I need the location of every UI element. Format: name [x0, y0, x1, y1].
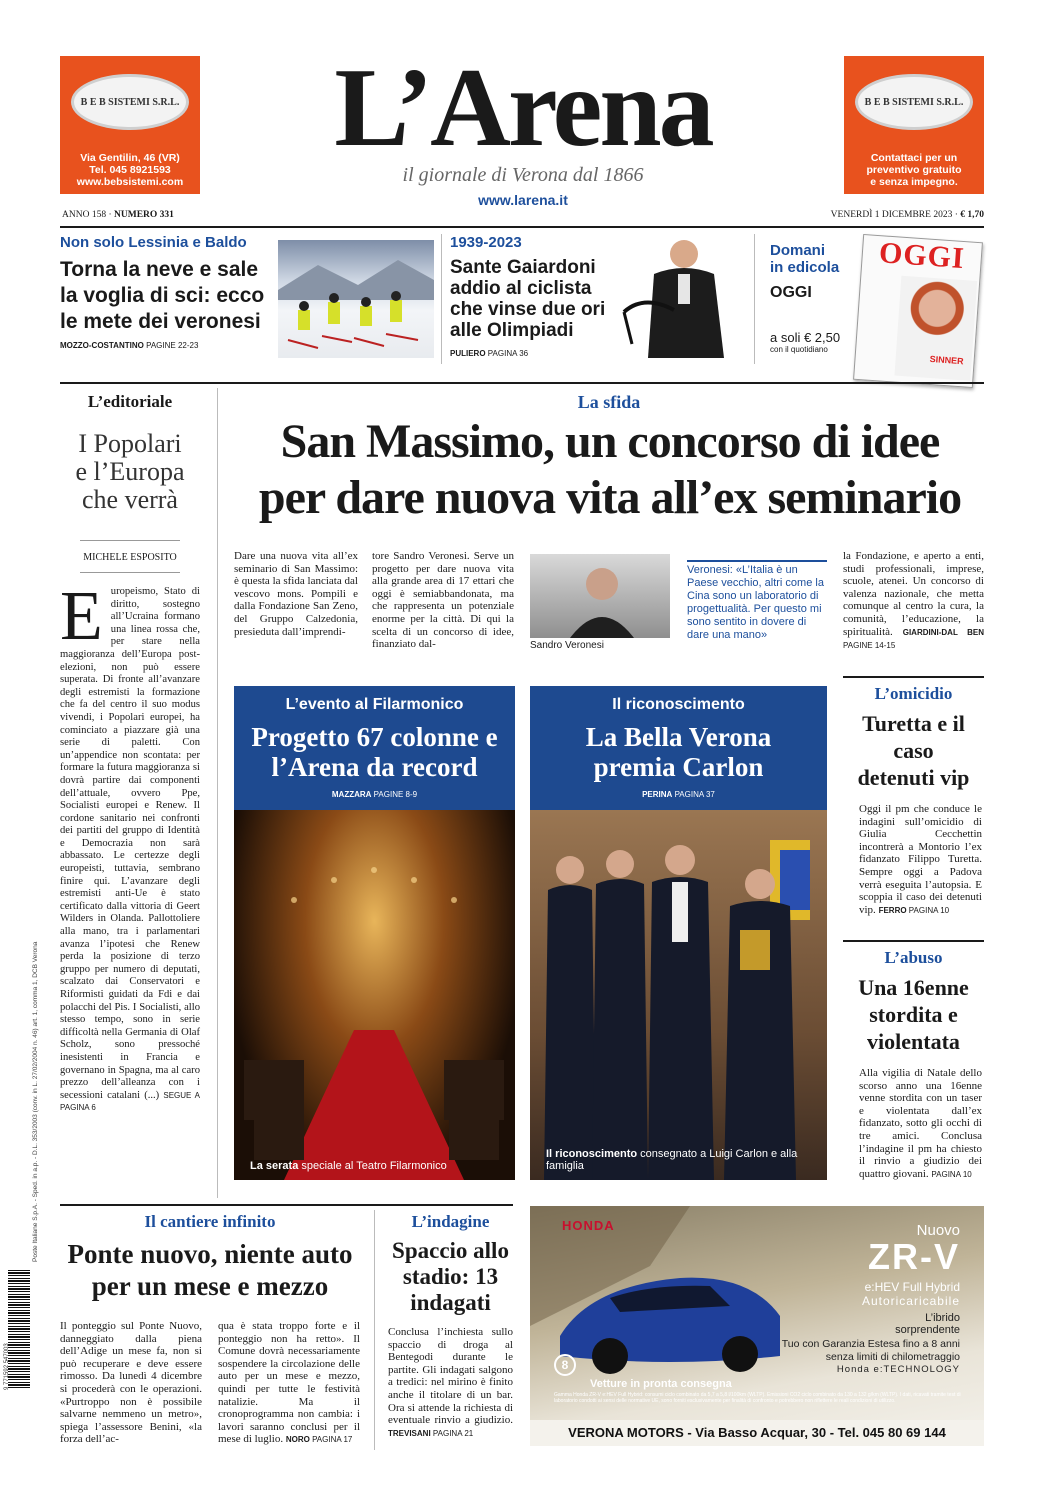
side-author: FERRO [878, 905, 907, 915]
top-story-author: MOZZO-COSTANTINO [60, 341, 144, 350]
ad-bebsistemi-right[interactable] [844, 56, 984, 194]
lead-headline[interactable] [230, 414, 990, 526]
side-ref: PAGINA 10 [931, 1169, 972, 1179]
editorial-ref: SEGUE A PAGINA 6 [60, 1090, 200, 1113]
side-body [843, 803, 984, 917]
ad-right-line1: Contattaci per un [870, 152, 958, 164]
editorial-author: MICHELE ESPOSITO [83, 552, 177, 563]
postal-info: Poste Italiane S.p.A. - Sped. in a.p. - D.L. 353/2003 (conv. in L. 27/02/2004 n. 46) art. 1, comma 1, DCB Verona [32, 941, 39, 1262]
lead-author: GIARDINI-DAL BEN [902, 627, 984, 637]
promo-oggi[interactable] [770, 242, 866, 362]
story-body [388, 1326, 513, 1440]
barcode [8, 1270, 30, 1388]
oggi-cover-photo [894, 276, 977, 381]
lead-quote: Veronesi: «L’Italia è un Paese vecchio, altri come la Cina sono un laboratorio di progettualità. Per questo mi sono sentito in dovere di dare una mano» [687, 560, 827, 642]
honda-badge-8: 8 [554, 1354, 576, 1376]
box-page: PAGINA 37 [674, 790, 715, 799]
editorial-label: L’editoriale [87, 392, 173, 411]
top-story-page: PAGINA 36 [487, 349, 529, 358]
promo-price: a soli € 2,50 [770, 330, 841, 345]
box-caption [546, 1148, 827, 1172]
photo-veronesi [530, 554, 670, 638]
box-kicker: L’evento al Filarmonico [285, 696, 464, 713]
top-story-snow[interactable] [60, 234, 272, 364]
ad-left-line1: Via Gentilin, 46 (VR) [80, 152, 180, 164]
honda-tag1: L’ibrido [925, 1312, 960, 1324]
side-headline: Turetta e il caso detenuti vip [857, 711, 970, 790]
box-headline: La Bella Verona premia Carlon [585, 722, 772, 782]
top-story-gaiardoni[interactable] [450, 234, 610, 364]
side-kicker: L’abuso [884, 948, 943, 967]
ad-left-line2: Tel. 045 8921593 [89, 164, 171, 176]
bebsistemi-logo: B E B SISTEMI S.R.L. [855, 74, 973, 130]
story-ref: PAGINA 17 [312, 1435, 353, 1445]
story-headline: Spaccio allo stadio: 13 indagati [392, 1238, 509, 1315]
lead-kicker: La sfida [577, 392, 641, 412]
top-story-headline: Torna la neve e sale la voglia di sci: ecco le mete dei veronesi [60, 258, 265, 333]
lead-ref: PAGINE 14-15 [843, 641, 896, 651]
photo-ski [278, 240, 434, 358]
photo-veronesi-caption: Sandro Veronesi [530, 640, 604, 651]
side-abuso[interactable] [843, 940, 984, 1190]
masthead-tagline: il giornale di Verona dal 1866 [402, 164, 644, 186]
box-bella-verona[interactable] [530, 686, 827, 1180]
side-kicker: L’omicidio [874, 684, 953, 703]
story-headline-line1: Ponte nuovo, niente auto [67, 1239, 353, 1269]
oggi-cover-title: OGGI [877, 236, 966, 276]
lead-col1: Dare una nuova vita all’ex seminario di San Massimo: è questa la sfida lanciata dal vescovo mons. Pompili e dalla Fondazione San Zeno, del Gruppo Calzedonia, presieduta dall’imprendi- [234, 550, 358, 638]
photo-premiazione [530, 810, 827, 1180]
side-ref: PAGINA 10 [908, 905, 950, 915]
editorial-text: uropeismo, Stato di diritto, sostegno all’Ucraina formano una linea rossa che, per stare nella maggioranza dell’Europa post-elezioni, non può essere superata. Di fronte all’avanzare degli estremisti la formazione che fa del centro il suo modus vivendi, i Popolari europei, ha cominciato a piazzare già una serie di paletti. Con un’appendice non scontata: per formare la futura maggioranza si dovrà partire dai componenti dell’attuale, ovvero Ppe, Socialisti europei e Renew. Il cordone sanitario nei confronti dei partiti del gruppo di Identità e Democrazia non sarà abbassato. Le certezze degli europeisti, tuttavia, sembrano finire qui. L’avanzare degli estremisti anti-Ue è stato certificato dalla vittoria di Geert Wilders in Olanda. Pallottoliere alla mano, tra i parlamentari avanza l’ipotesi che Renew perda la posizione di terzo gruppo per numero di deputati, scalzato dai Conservatori e Riformisti guidati da Fdi e dai polacchi del Pis. I Socialisti, allo stesso tempo, sono in serie difficoltà nella Germania di Olaf Scholz, sono pressoché inesistenti in Francia e governano in Spagna, ma al caro prezzo dell’alleanza con i secessioni catalani (...) [60, 586, 200, 1101]
side-text: Alla vigilia di Natale dello scorso anno una 16enne venne stordita con un taser e violentata dall’ex fidanzato, sotto gli occhi di tre amici. Conclusa l’indagine il pm ha chiesto il rinvio a giudizio dei quattro giovani. [859, 1067, 982, 1180]
story-text: Conclusa l’inchiesta sullo spaccio di droga al Bentegodi durante le partite. Gli indagati salgono a tredici: nel mirino è finito anche il titolare di un bar. Ora si attende la richiesta di eventuale rinvio a giudizio. [388, 1326, 513, 1427]
theater-stage-illustration [234, 810, 515, 1180]
photo-teatro [234, 810, 515, 1180]
box-kicker: Il riconoscimento [612, 696, 745, 713]
editorial[interactable] [60, 388, 200, 1188]
editorial-title: I Popolari e l’Europa che verrà [75, 429, 185, 514]
story-ponte-nuovo[interactable] [60, 1212, 360, 1452]
box-caption-text: speciale al Teatro Filarmonico [301, 1160, 447, 1172]
honda-model: ZR-V [868, 1236, 960, 1277]
story-kicker: L’indagine [411, 1212, 490, 1231]
story-kicker: Il cantiere infinito [144, 1212, 276, 1231]
honda-nuovo: Nuovo [916, 1222, 960, 1239]
ad-right-line2: preventivo gratuito [866, 164, 962, 176]
award-group-illustration [530, 810, 827, 1180]
lead-col4 [843, 550, 984, 653]
barcode-number: 9 771592 547003 [4, 1343, 10, 1390]
honda-tag2: sorprendente [895, 1324, 960, 1336]
masthead-url[interactable]: www.larena.it [478, 192, 568, 208]
story-col1: Il ponteggio sul Ponte Nuovo, danneggiato dalla piena dell’Adige un mese fa, non si può recuperare e deve essere rimosso. Da lunedì 4 dicembre si procederà con le operazioni. «Purtroppo non è possibile salvarne nemmeno un metro», spiega l’assessore Benini, «la forza dell’ac- [60, 1320, 202, 1446]
ad-left-text [60, 152, 200, 188]
top-story-kicker: 1939-2023 [450, 234, 522, 251]
ad-right-line3: e senza impegno. [870, 176, 958, 188]
promo-line1: Domani [770, 242, 826, 259]
issue-price: € 1,70 [960, 210, 984, 220]
portrait-illustration [530, 554, 670, 638]
bebsistemi-logo: B E B SISTEMI S.R.L. [71, 74, 189, 130]
lead-headline-line1: San Massimo, un concorso di idee [280, 415, 940, 468]
honda-warranty2: senza limiti di chilometraggio [825, 1351, 960, 1363]
honda-tech: Honda e:TECHNOLOGY [836, 1364, 960, 1375]
honda-consegna: Vetture in pronta consegna [590, 1378, 732, 1390]
box-filarmonico[interactable] [234, 686, 515, 1180]
top-story-ref [60, 341, 272, 350]
box-page: PAGINE 8-9 [373, 790, 418, 799]
top-story-page: PAGINE 22-23 [146, 341, 199, 350]
story-author: TREVISANI [388, 1428, 431, 1438]
box-author: MAZZARA [331, 790, 372, 799]
masthead-title: L’Arena [334, 46, 712, 170]
top-story-author: PULIERO [450, 349, 486, 358]
honda-hybrid: e:HEV Full Hybrid [864, 1280, 960, 1294]
top-story-ref [450, 349, 610, 358]
honda-dealer: VERONA MOTORS - Via Basso Acquar, 30 - Tel. 045 80 69 144 [530, 1420, 984, 1446]
lead-headline-line2: per dare nuova vita all’ex seminario [258, 471, 962, 524]
honda-recharge: Autoricaricabile [861, 1294, 960, 1308]
story-spaccio[interactable] [388, 1212, 513, 1452]
issue-number: NUMERO 331 [114, 210, 174, 220]
honda-warranty1: Tuo con Garanzia Estesa fino a 8 anni [781, 1338, 960, 1350]
issue-info: ANNO 158 · NUMERO 331 [62, 210, 174, 220]
story-ref: PAGINA 21 [432, 1428, 474, 1438]
honda-brand: HONDA [562, 1218, 615, 1233]
editorial-dropcap: E [60, 578, 103, 655]
story-author: NORO [285, 1435, 310, 1445]
story-headline [60, 1238, 360, 1302]
promo-note: con il quotidiano [770, 345, 828, 354]
side-headline: Una 16enne stordita e violentata [858, 975, 969, 1054]
box-author: PERINA [642, 790, 673, 799]
story-col2-text: qua è stata troppo forte e il ponteggio non ha retto». Il Comune dovrà necessariamente sospendere la circolazione delle auto per un mese e mezzo, quindi per tutte le festività natalizie. Ma il cronoprogramma non cambia: i lavori saranno conclusi per il mese di luglio. [218, 1320, 360, 1446]
box-headline: Progetto 67 colonne e l’Arena da record [251, 722, 498, 782]
promo-magazine: OGGI [770, 284, 812, 301]
honda-fine-print: Gamma Honda ZR-V e:HEV Full Hybrid: consumi ciclo combinato da 5,7 a 5,8 l/100km (WLTP). Emissioni CO2 ciclo combinato da 130 a 132 g/km (WLTP). I dati, ricavati tramite test di laboratorio condotti ai sensi delle normative UE, sono forniti esclusivamente per finalità di confronto e potrebbero non riflettere le reali condizioni di utilizzo. [554, 1392, 961, 1404]
issue-date-text: VENERDÌ 1 DICEMBRE 2023 [830, 210, 953, 220]
oggi-cover-name: SINNER [929, 353, 964, 367]
box-ref [530, 790, 827, 799]
ad-right-text [844, 152, 984, 188]
side-body [843, 1067, 984, 1181]
side-omicidio[interactable] [843, 676, 984, 938]
story-headline-line2: per un mese e mezzo [91, 1271, 329, 1301]
promo-line2: in edicola [770, 259, 840, 276]
cyclist-illustration [614, 234, 746, 358]
issue-year: ANNO 158 [62, 210, 107, 220]
ad-honda[interactable] [530, 1206, 984, 1446]
box-ref [234, 790, 515, 799]
box-caption-bold: La serata [250, 1160, 299, 1172]
top-story-headline: Sante Gaiardoni addio al ciclista che vinse due ori alle Olimpiadi [450, 257, 606, 341]
box-caption-bold: Il riconoscimento [546, 1148, 638, 1160]
lead-col4-text: la Fondazione, e aperto a enti, studi professionali, imprese, scuole, atenei. Un concorso di valenza nazionale, che metta comunque al centro la cura, la comunità, l’educazione, la spiritualità. [843, 550, 984, 638]
photo-gaiardoni [614, 234, 746, 358]
lead-col2: tore Sandro Veronesi. Serve un progetto per dare nuova vita alla grande area di 17 ettari che oggi è semiabbandonata, ma che rappresenta un potenziale enorme per la città. Di qui la scelta di un concorso di idee, finanziato dal- [372, 550, 514, 651]
top-story-kicker: Non solo Lessinia e Baldo [60, 234, 247, 251]
oggi-cover [853, 234, 983, 388]
ad-left-line3: www.bebsistemi.com [76, 176, 184, 188]
issue-date: VENERDÌ 1 DICEMBRE 2023 · € 1,70 [830, 210, 984, 220]
box-caption [250, 1160, 447, 1172]
ski-children-illustration [278, 240, 434, 358]
side-text: Oggi il pm che conduce le indagini sull’omicidio di Giulia Cecchettin incontrerà a Montorio l’ex fidanzato Filippo Turetta. Sempre oggi a Padova verrà eseguita l’autopsia. E scoppia il caso dei detenuti vip. [859, 803, 982, 916]
box-caption-text: consegnato a Luigi Carlon e alla famiglia [546, 1148, 798, 1172]
ad-bebsistemi-left[interactable] [60, 56, 200, 194]
editorial-body [60, 578, 200, 1115]
story-col2 [218, 1320, 360, 1447]
